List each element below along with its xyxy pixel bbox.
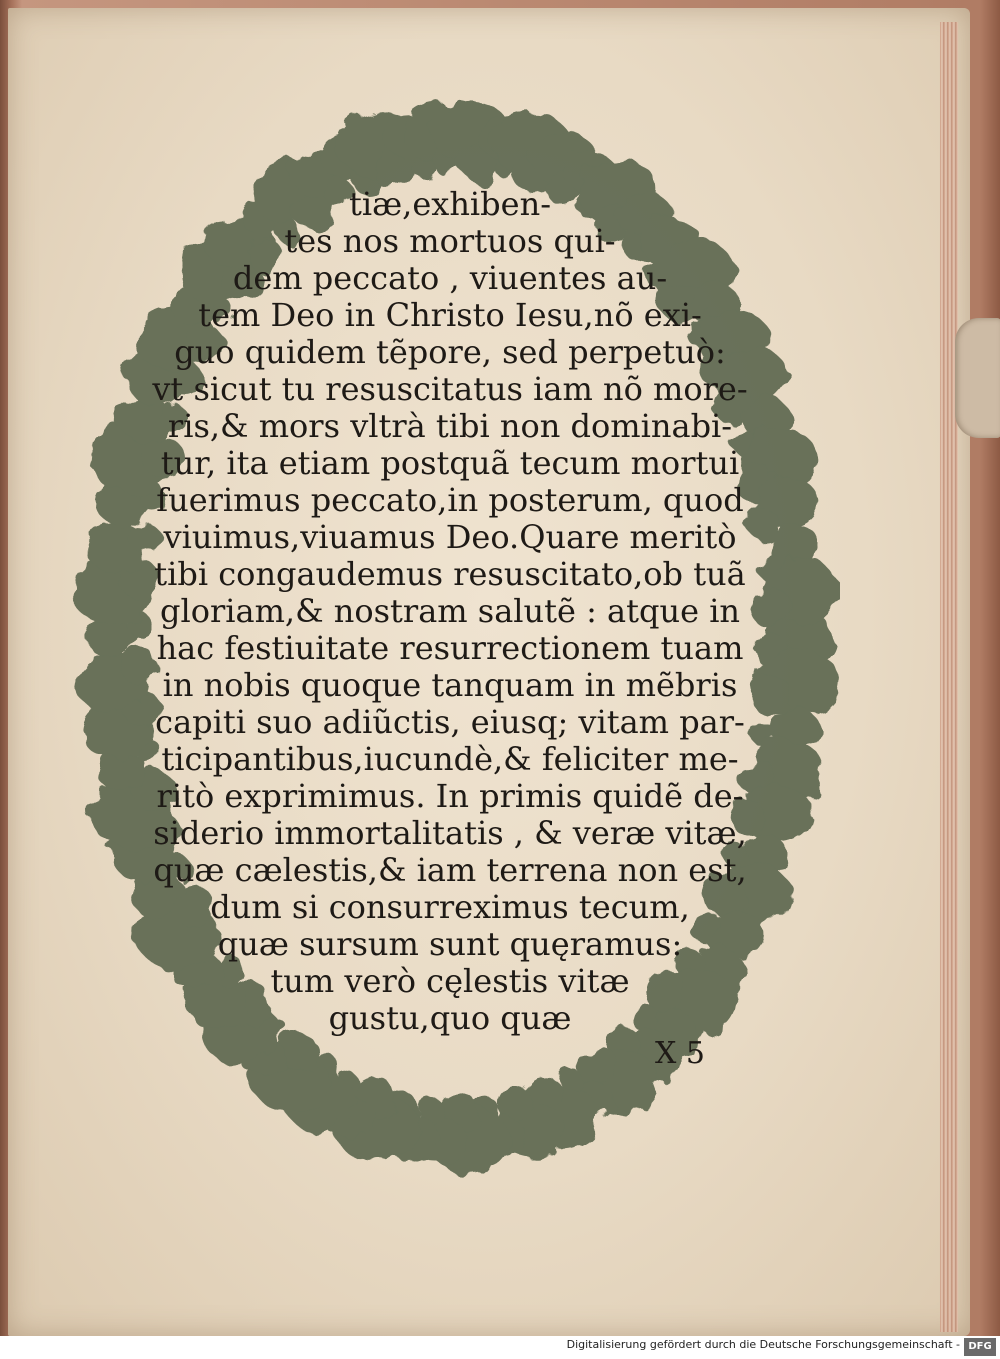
text-line: gustu,quo quæ	[328, 999, 572, 1037]
text-line: in nobis quoque tanquam in mẽbris	[162, 666, 738, 704]
text-line: fuerimus peccato,in posterum, quod	[156, 481, 744, 519]
text-line: quæ cælestis,& iam terrena non est,	[153, 851, 747, 889]
text-line: hac festiuitate resurrectionem tuam	[156, 629, 744, 667]
text-line: dum si consurreximus tecum,	[210, 888, 690, 926]
text-line: tur, ita etiam postquã tecum mortui	[160, 444, 740, 482]
page-tab-marker	[955, 318, 1000, 438]
text-line: tiæ,exhiben-	[348, 185, 551, 223]
text-line: tum verò cęlestis vitæ	[270, 962, 630, 1000]
border-ornament	[499, 1088, 533, 1122]
footer-bar	[0, 1336, 1000, 1359]
text-line: ritò exprimimus. In primis quidẽ de-	[156, 777, 744, 815]
text-line: tem Deo in Christo Iesu,nõ exi-	[198, 296, 702, 334]
text-line: vt sicut tu resuscitatus iam nõ more-	[152, 370, 748, 408]
text-line: siderio immortalitatis , & veræ vitæ,	[153, 814, 747, 852]
signature-mark: X 5	[655, 1036, 705, 1071]
text-line: gloriam,& nostram salutẽ : atque in	[159, 592, 741, 630]
footer-credit: Digitalisierung gefördert durch die Deutsche Forschungsgemeinschaft -	[566, 1338, 960, 1351]
text-line: viuimus,viuamus Deo.Quare meritò	[163, 518, 737, 556]
text-line: dem peccato , viuentes au-	[232, 259, 668, 297]
text-line: capiti suo adiũctis, eiusq; vitam par-	[155, 703, 745, 741]
border-ornament	[770, 708, 818, 747]
page-stack-edge	[940, 22, 958, 1332]
text-line: tes nos mortuos qui-	[284, 222, 616, 260]
text-line: quæ sursum sunt quęramus:	[217, 925, 683, 963]
dfg-logo: DFG	[964, 1338, 996, 1356]
text-line: guo quidem tẽpore, sed perpetuò:	[174, 333, 726, 371]
text-block	[140, 186, 760, 1086]
text-line: tibi congaudemus resuscitato,ob tuã	[154, 555, 746, 593]
text-line: ris,& mors vltrà tibi non dominabi-	[167, 407, 733, 445]
text-line: ticipantibus,iucundè,& feliciter me-	[161, 740, 739, 778]
